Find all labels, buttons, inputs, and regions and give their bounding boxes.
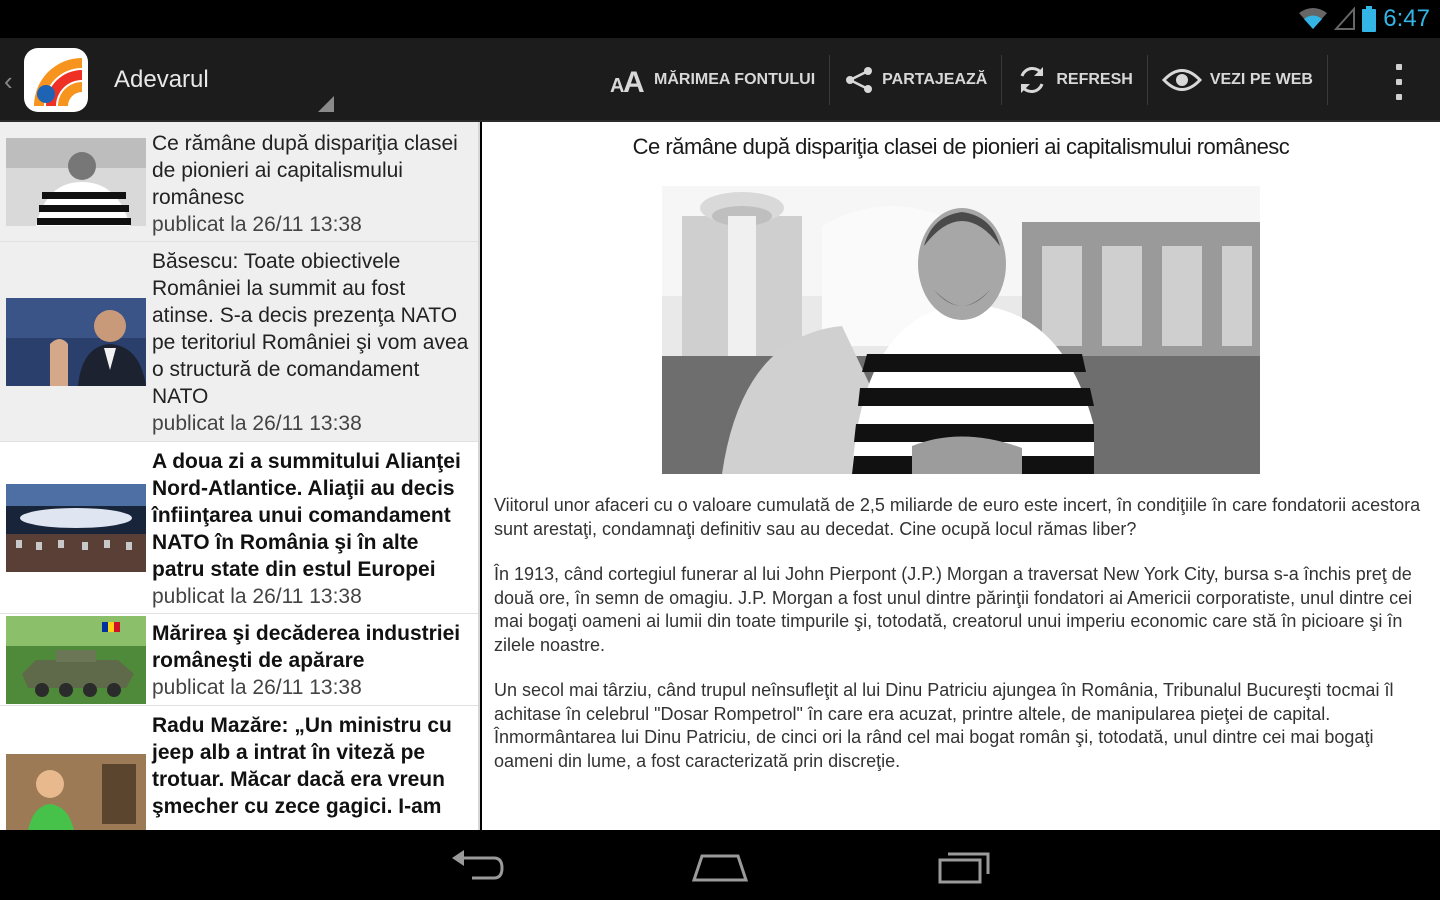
share-label: PARTAJEAZĂ [882,71,988,88]
up-caret-icon[interactable]: ‹ [4,66,13,96]
list-item-text [152,248,472,437]
action-bar [0,38,1440,122]
app-logo-icon[interactable] [20,44,92,116]
article-paragraph: Viitorul unor afaceri cu o valoare cumulată de 2,5 miliarde de euro este incert, în condiţiile în care fondatorii acestora sunt arestaţi, condamnaţi definitiv sau au decedat. Cine ocupă locul rămas liber? [494,495,1421,539]
status-bar [0,0,1440,38]
article-list [0,122,480,830]
back-icon[interactable] [448,848,508,884]
list-item-thumbnail [6,616,146,704]
list-item[interactable] [0,614,480,706]
action-buttons [596,38,1328,122]
app-title[interactable]: Adevarul [114,66,209,93]
spinner-indicator[interactable] [318,96,334,112]
share-icon [844,65,874,95]
svg-text:A: A [623,66,645,95]
more-vert-icon[interactable] [1394,64,1404,100]
view-on-web-button[interactable] [1148,54,1327,106]
list-item[interactable] [0,242,480,442]
article-detail [482,122,1440,830]
refresh-label: REFRESH [1056,71,1133,88]
svg-text:A: A [610,75,625,95]
status-icons [1298,6,1376,32]
navigation-bar [0,830,1440,900]
list-item-title: Ce rămâne după dispariţia clasei de pionieri ai capitalismului românesc [152,132,458,209]
list-item-title: A doua zi a summitului Alianţei Nord-Atlantice. Aliaţii au decis înfiinţarea unui comandament NATO în România şi în alte patru state din estul Europei [152,450,461,581]
list-item-thumbnail [6,754,146,830]
list-item-date: publicat la 26/11 13:38 [152,585,362,608]
article-photo [662,186,1260,474]
font-size-button[interactable] [596,54,829,106]
status-clock: 6:47 [1383,5,1430,32]
article-paragraph: În 1913, când cortegiul funerar al lui John Pierpont (J.P.) Morgan a traversat New York City, bursa s-a închis preţ de două ore, în semn de omagiu. J.P. Morgan a fost unul dintre părinţii fondatori ai Americii corporatiste, unul dintre cei mai bogaţi oameni ai lumii din toate timpurile şi, totodată, creatorul unui imperiu economic care stă în picioare şi în zilele noastre. [494,564,1413,655]
list-item-thumbnail [6,484,146,572]
list-item[interactable] [0,122,480,242]
eye-icon [1162,67,1202,93]
list-item-thumbnail [6,138,146,226]
recents-icon[interactable] [934,848,994,884]
list-item-date: publicat la 26/11 13:38 [152,412,362,435]
list-item-text [152,130,472,238]
refresh-button[interactable] [1002,54,1146,106]
share-button[interactable] [830,54,1001,106]
list-item-thumbnail [6,298,146,386]
list-item[interactable] [0,706,480,830]
article-title: Ce rămâne după dispariţia clasei de pionieri ai capitalismului românesc [632,134,1290,159]
article-body [494,494,1424,795]
list-item-text [152,448,472,610]
list-item-date: publicat la 26/11 13:38 [152,213,362,236]
battery-icon [1362,6,1376,32]
signal-icon [1334,7,1356,31]
list-item-text [152,712,472,820]
article-paragraph: Un secol mai târziu, când trupul neînsufleţit al lui Dinu Patriciu ajungea în România, Tribunalul Bucureşti tocmai îl achitase în celebrul "Dosar Rompetrol" în care era acuzat, printre altele, de manipularea pieţei de capital. Înmormântarea lui Dinu Patriciu, de cinci ori la rând cel mai bogat român şi, totodată, unul dintre cei mai bogaţi oameni din lume, a fost caracterizată prin discreţie. [494,680,1394,771]
list-item-title: Radu Mazăre: „Un ministru cu jeep alb a intrat în viteză pe trotuar. Măcar dacă era vreun şmecher cu zece gagici. I-am [152,714,452,818]
list-item-date: publicat la 26/11 13:38 [152,676,362,699]
list-item-title: Băsescu: Toate obiectivele României la summit au fost atinse. S-a decis prezenţa NATO pe teritoriul României şi vom avea o structură de comandament NATO [152,250,469,408]
list-item[interactable] [0,442,480,614]
refresh-icon [1016,64,1048,96]
home-icon[interactable] [690,848,750,884]
list-item-title: Mărirea şi decăderea industriei româneşti de apărare [152,622,461,672]
action-divider [1327,55,1328,105]
view-on-web-label: VEZI PE WEB [1209,71,1313,88]
font-size-label: MĂRIMEA FONTULUI [654,71,816,88]
wifi-icon [1298,7,1328,31]
font-size-icon [610,65,646,95]
list-item-text [152,620,472,701]
